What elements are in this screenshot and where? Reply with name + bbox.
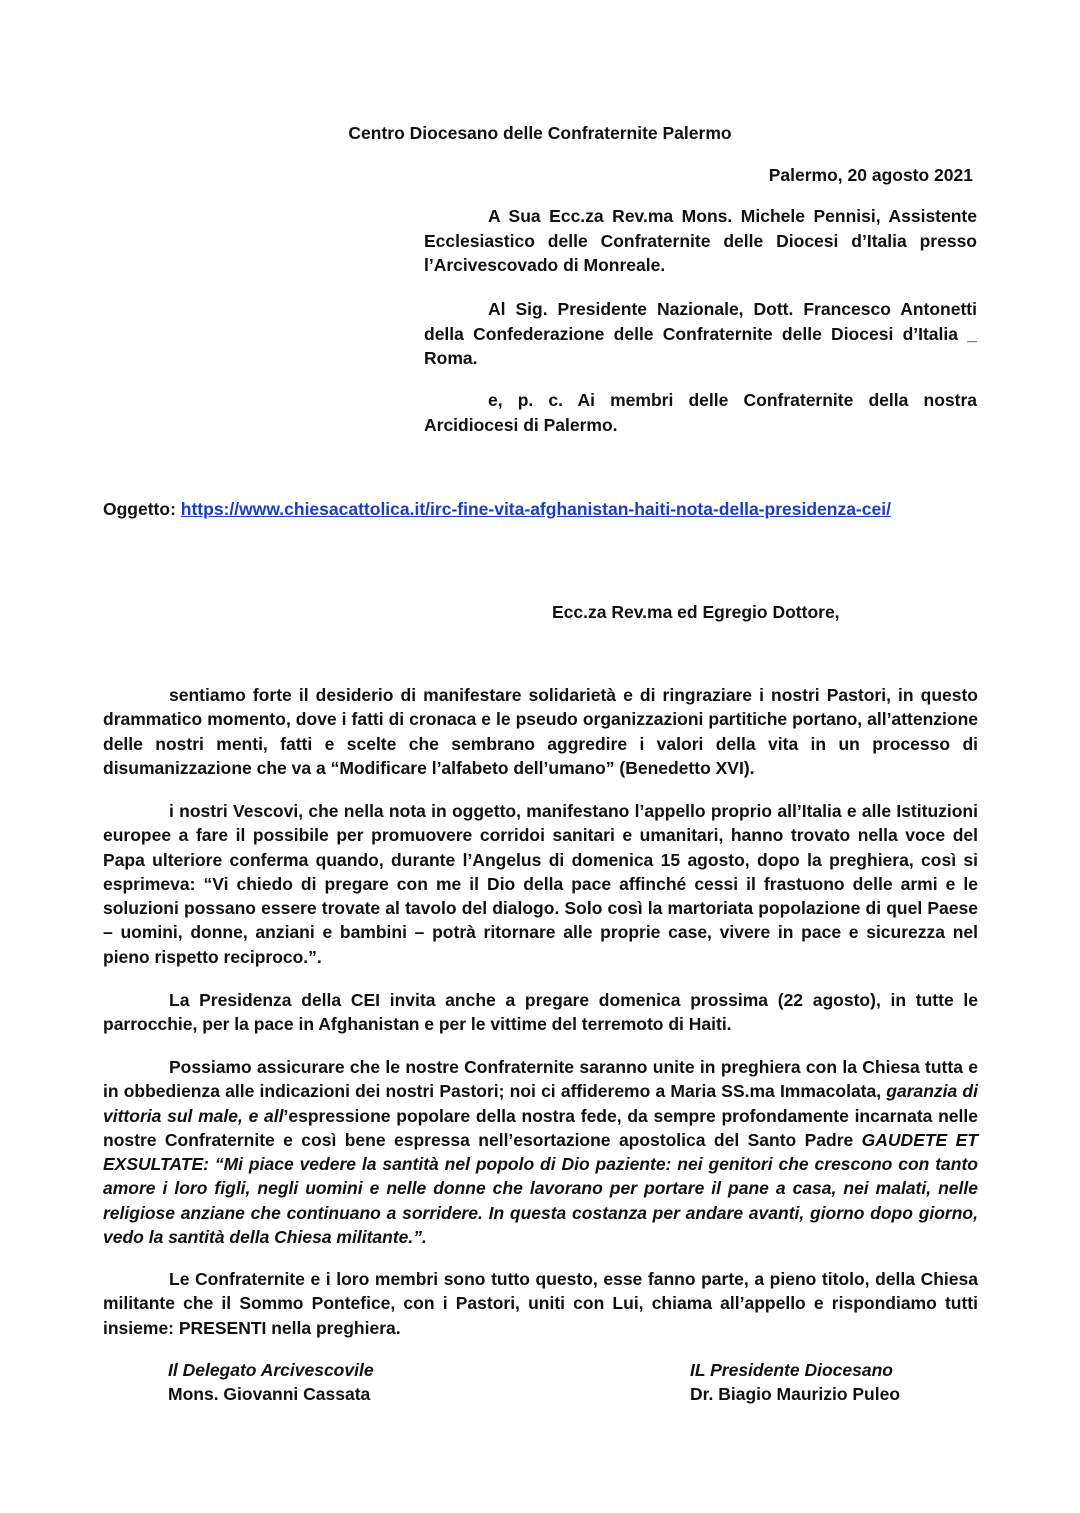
- recipient-1: A Sua Ecc.za Rev.ma Mons. Michele Pennisi, Assistente Ecclesiastico delle Confraternite delle Diocesi d’Italia presso l’Arcivescovado di Monreale.: [424, 206, 977, 275]
- body-paragraph-3: [103, 988, 978, 1037]
- subject-link[interactable]: https://www.chiesacattolica.it/irc-fine-vita-afghanistan-haiti-nota-della-presidenza-cei/: [180, 499, 891, 519]
- body-paragraph-5: [103, 1267, 978, 1340]
- recipient-block: [424, 204, 977, 278]
- body-paragraph-2: [103, 799, 978, 969]
- signature-name: Dr. Biagio Maurizio Puleo: [690, 1384, 901, 1404]
- signature-right: [690, 1358, 900, 1406]
- paragraph-text: ’espressione popolare della nostra fede, da sempre profondamente incarnata nelle nostre Confraternite e così bene espressa nell’esortazione apostolica del Santo Padre: [103, 1105, 978, 1150]
- exhortation-quote: GAUDETE ET EXSULTATE: “Mi piace vedere la santità nel popolo di Dio paziente: nei genitori che crescono con tanto amore i loro figli, negli uomini e nelle donne che lavorano per portare il pane a casa, nei malati, nelle religiose anziane che continuano a sorridere. In questa costanza per andare avanti, giorno dopo giorno, vedo la santità della Chiesa militante.”.: [103, 1129, 979, 1248]
- salutation: Ecc.za Rev.ma ed Egregio Dottore,: [552, 602, 840, 622]
- subject-label: Oggetto:: [103, 499, 176, 519]
- paragraph-text: La Presidenza della CEI invita anche a pregare domenica prossima (22 agosto), in tutte le parrocchie, per la pace in Afghanistan e per le vittime del terremoto di Haiti.: [103, 990, 978, 1035]
- organization-heading: Centro Diocesano delle Confraternite Palermo: [348, 123, 732, 143]
- signature-role: IL Presidente Diocesano: [690, 1360, 893, 1380]
- body-paragraph-4: [103, 1055, 978, 1249]
- paragraph-italic-text: garanzia di vittoria sul male, e all: [103, 1081, 978, 1126]
- recipient-cc: e, p. c. Ai membri delle Confraternite della nostra Arcidiocesi di Palermo.: [424, 390, 977, 435]
- signature-left: [168, 1358, 374, 1406]
- paragraph-text: sentiamo forte il desiderio di manifestare solidarietà e di ringraziare i nostri Pastori, in questo drammatico momento, dove i fatti di cronaca e le pseudo organizzazioni partitiche portano, all’attenzione delle nostri menti, fatti e scelte che sembrano aggredire i valori della vita in un processo di disumanizzazione che va a “Modificare l’alfabeto dell’umano” (Benedetto XVI).: [103, 685, 978, 778]
- subject-line: [103, 497, 891, 521]
- paragraph-text: Le Confraternite e i loro membri sono tutto questo, esse fanno parte, a pieno titolo, della Chiesa militante che il Sommo Pontefice, con i Pastori, uniti con Lui, chiama all’appello e rispondiamo tutti insieme: PRESENTI nella preghiera.: [103, 1269, 978, 1338]
- signature-name: Mons. Giovanni Cassata: [168, 1384, 371, 1404]
- recipient-2: Al Sig. Presidente Nazionale, Dott. Francesco Antonetti della Confederazione delle Confraternite delle Diocesi d’Italia _ Roma.: [424, 299, 977, 368]
- signature-role: Il Delegato Arcivescovile: [168, 1360, 374, 1380]
- body-paragraph-1: [103, 683, 978, 780]
- place-date: Palermo, 20 agosto 2021: [768, 165, 973, 185]
- recipient-block: [424, 388, 977, 437]
- paragraph-text: i nostri Vescovi, che nella nota in oggetto, manifestano l’appello proprio all’Italia e alle Istituzioni europee a fare il possibile per promuovere corridoi sanitari e umanitari, hanno trovato nella voce del Papa ulteriore conferma quando, durante l’Angelus di domenica 15 agosto, dopo la preghiera, così si esprimeva: “Vi chiedo di pregare con me il Dio della pace affinché cessi il frastuono delle armi e le soluzioni possano essere trovate al tavolo del dialogo. Solo così la martoriata popolazione di quel Paese – uomini, donne, anziani e bambini – potrà ritornare alle proprie case, vivere in pace e sicurezza nel pieno rispetto reciproco.”.: [103, 801, 978, 967]
- paragraph-text: Possiamo assicurare che le nostre Confraternite saranno unite in preghiera con la Chiesa tutta e in obbedienza alle indicazioni dei nostri Pastori; noi ci affideremo a Maria SS.ma Immacolata,: [103, 1057, 978, 1102]
- recipient-block: [424, 297, 977, 371]
